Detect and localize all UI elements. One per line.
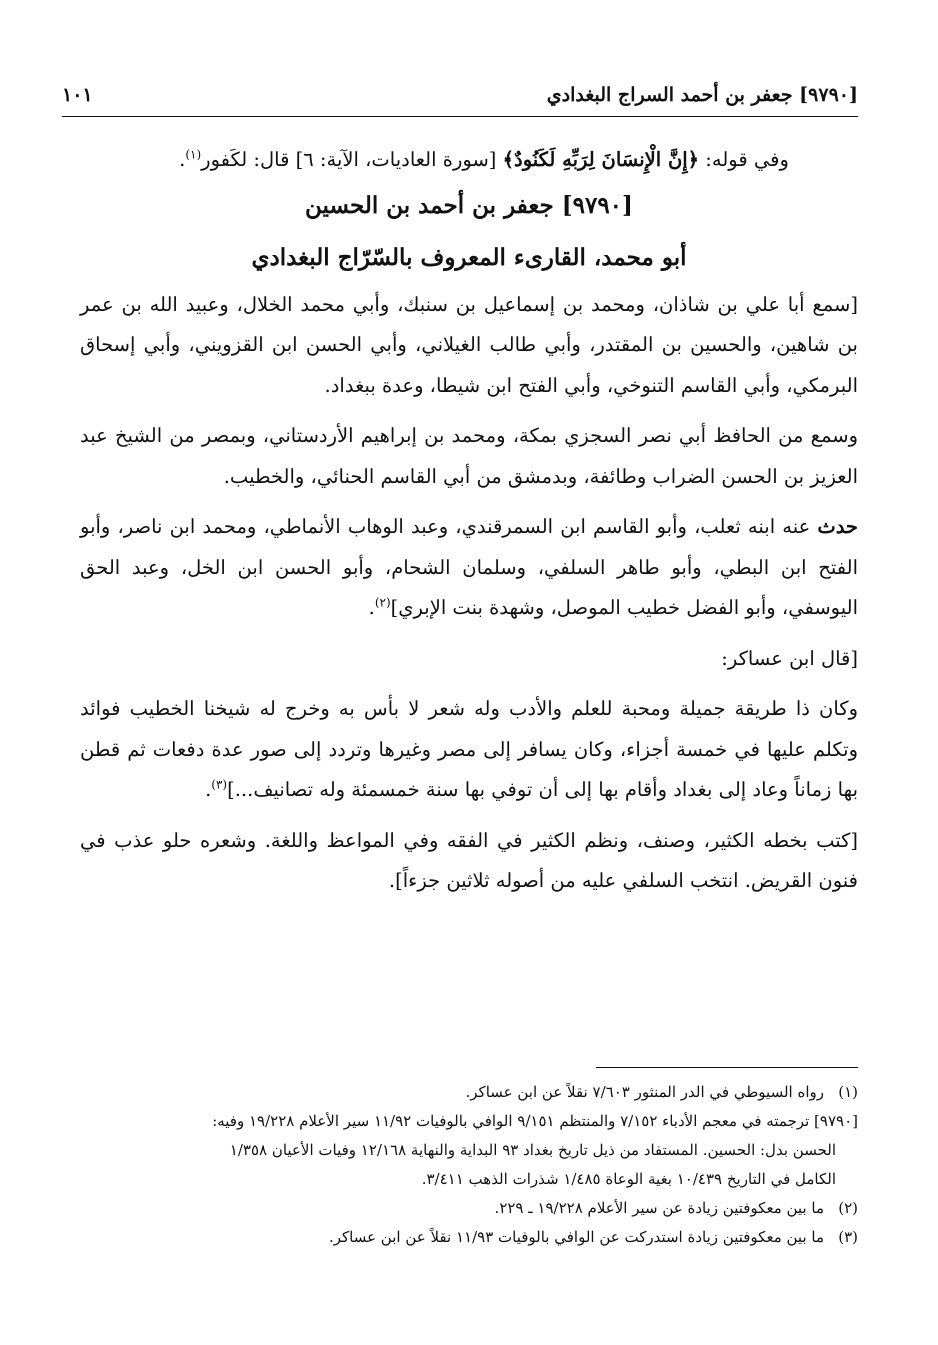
paragraph-quote-text: وكان ذا طريقة جميلة ومحبة للعلم والأدب وله شعر لا بأس به وخرج له شيخنا الخطيب فوائد وتكلم عليها في خمسة أجزاء، وكان يسافر إلى مصر وغيرها وتردد إلى صور عدة دفعات ثم قطن بها زماناً وعاد إلى بغداد وأقام بها إلى أن توفي بها سنة خمسمئة وله تصانيف...]	[80, 697, 858, 801]
paragraph-quote-intro: [قال ابن عساكر:	[721, 646, 858, 670]
paragraph-writings: [كتب بخطه الكثير، وصنف، ونظم الكثير في الفقه وفي المواعظ واللغة. وشعره حلو عذب في فنون القريض. انتخب السلفي عليه من أصوله ثلاثين جزءاً].	[80, 828, 858, 892]
intro-end: .	[179, 148, 186, 171]
paragraph-lead-word: حدث	[817, 515, 858, 538]
footnote-text: ترجمته في معجم الأدباء ٧/١٥٢ والمنتظم ٩/١٥١ الوافي بالوفيات ١١/٩٢ سير الأعلام ١٩/٢٢٨ وفيه:	[212, 1112, 810, 1130]
paragraph-travels: وسمع من الحافظ أبي نصر السجزي بمكة، ومحمد بن إبراهيم الأردستاني، وبمصر من الشيخ عبد العزيز بن الحسن الضراب وطائفة، وبدمشق من أبي القاسم الحنائي، والخطيب.	[80, 424, 858, 488]
footnote-marker: (٢)	[838, 1199, 858, 1217]
footnote-marker: [٩٧٩٠]	[814, 1112, 858, 1130]
footnote-text: ما بين معكوفتين زيادة عن سير الأعلام ١٩/٢٢٨ ـ ٢٢٩.	[494, 1199, 824, 1217]
running-title: [٩٧٩٠] جعفر بن أحمد السراج البغدادي	[546, 84, 858, 106]
footnote-separator	[596, 1067, 858, 1068]
footnote-ref-3: (٣)	[211, 777, 228, 792]
intro-before: وفي قوله:	[699, 148, 789, 171]
footnote-1	[62, 1078, 858, 1107]
paragraph-students-end: .	[368, 596, 375, 619]
paragraph-students-text: عنه ابنه ثعلب، وأبو القاسم ابن السمرقندي، وعبد الوهاب الأنماطي، ومحمد ابن ناصر، وأبو الفتح ابن البطي، وأبو طاهر السلفي، وسلمان الشحام، وأبو الحسن ابن الخل، وعبد الحق اليوسفي، وأبو الفضل خطيب الموصل، وشهدة بنت الإبري]	[80, 515, 858, 619]
intro-after: [سورة العاديات، الآية: ٦] قال: لكَفور	[201, 148, 503, 171]
page-number: ١٠١	[62, 84, 93, 106]
footnote-text: ما بين معكوفتين زيادة استدركت عن الوافي بالوفيات ١١/٩٣ نقلاً عن ابن عساكر.	[328, 1228, 824, 1246]
footnote-entry-sources-cont2: الكامل في التاريخ ١٠/٤٣٩ بغية الوعاة ١/٤٨٥ شذرات الذهب ٣/٤١١.	[421, 1170, 836, 1188]
paragraph-quote	[80, 689, 858, 811]
footnote-text: رواه السيوطي في الدر المنثور ٧/٦٠٣ نقلاً عن ابن عساكر.	[465, 1083, 824, 1101]
quran-verse: ﴿إِنَّ الْإِنسَانَ لِرَبِّهِ لَكَنُودٌ﴾	[502, 148, 700, 171]
footnote-2	[62, 1194, 858, 1223]
entry-title: [٩٧٩٠] جعفر بن أحمد بن الحسين	[305, 191, 633, 219]
paragraph-students	[80, 507, 858, 629]
paragraph-quote-end: .	[205, 778, 212, 801]
footnote-3	[62, 1223, 858, 1252]
footnote-ref-2: (٢)	[374, 595, 391, 610]
footnote-entry-sources-cont: الحسن بدل: الحسين. المستفاد من ذيل تاريخ بغداد ٩٣ البداية والنهاية ١٢/١٦٨ وفيات الأعيان ١/٣٥٨	[229, 1141, 836, 1159]
footnote-ref-1: (١)	[185, 147, 202, 162]
footnote-marker: (١)	[838, 1083, 858, 1101]
entry-subtitle: أبو محمد، القارىء المعروف بالسّرّاج البغدادي	[251, 243, 687, 271]
main-text	[80, 140, 858, 912]
footnote-marker: (٣)	[838, 1228, 858, 1246]
footnotes	[62, 1078, 858, 1252]
paragraph-teachers: [سمع أبا علي بن شاذان، ومحمد بن إسماعيل بن سنبك، وأبي محمد الخلال، وعبيد الله بن عمر بن شاهين، والحسين بن المقتدر، وأبي طالب الغيلاني، وأبي الحسن ابن القزويني، وأبي إسحاق البرمكي، وأبي القاسم التنوخي، وأبي الفتح ابن شيطا، وعدة ببغداد.	[80, 292, 858, 397]
intro-line	[80, 140, 858, 181]
footnote-entry-sources	[62, 1107, 858, 1136]
page-header	[62, 80, 858, 117]
